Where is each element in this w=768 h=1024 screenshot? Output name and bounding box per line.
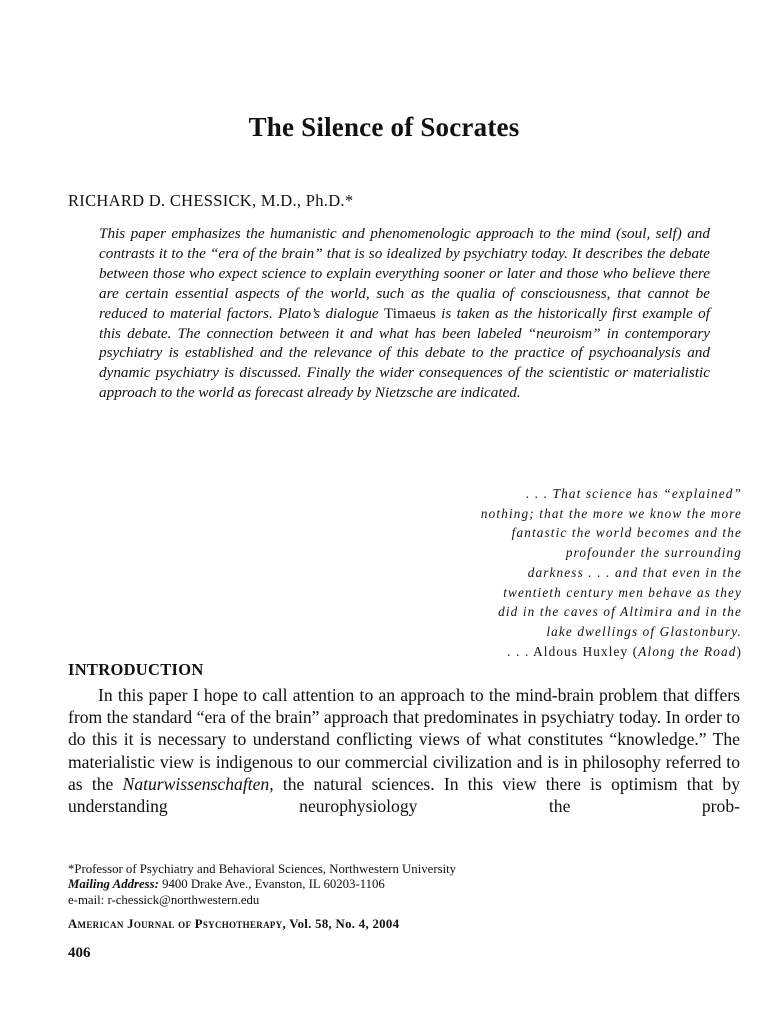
- intro-text-before: In this paper I hope to call attention to an approach to the mind-brain problem that differs from the standard “era of the brain” approach that predominates in psychiatry today. In order to do this it is necessary to understand conflicting views of what constitutes “knowledge.” The materialistic view is indigenous to our commercial civilization and is in philosophy referred to as the: [68, 685, 740, 794]
- attribution-work: Along the Road: [638, 643, 737, 659]
- author-footnote: [68, 862, 708, 908]
- abstract: [99, 224, 710, 403]
- footnote-email: e-mail: r-chessick@northwestern.edu: [68, 892, 260, 907]
- page-number: 406: [68, 945, 91, 961]
- epigraph-attribution: [352, 642, 742, 662]
- journal-name: American Journal of Psychotherapy: [68, 917, 283, 931]
- attribution-close: ): [736, 643, 742, 659]
- epigraph-line: profounder the surrounding: [565, 545, 742, 561]
- epigraph-line: did in the caves of Altimira and in the: [498, 604, 742, 620]
- section-heading-introduction: INTRODUCTION: [68, 660, 204, 679]
- epigraph-line: nothing; that the more we know the more: [480, 505, 742, 521]
- abstract-text-part2: is taken as the historically first example of this debate. The connection between it and what has been labeled “neuroism” in contemporary psychiatry is established and the relevance of this debate to the practice of psychoanalysis and dynamic psychiatry is discussed. Finally the wider consequences of the scientistic or materialistic approach to the world as forecast already by Nietzsche are indicated.: [99, 304, 710, 402]
- epigraph-line: twentieth century men behave as they: [503, 584, 742, 600]
- attribution-author: . . . Aldous Huxley (: [507, 643, 639, 659]
- epigraph-line: . . . That science has “explained”: [525, 486, 742, 501]
- epigraph: [352, 484, 742, 661]
- abstract-timaeus: Timaeus: [384, 304, 436, 322]
- footnote-affiliation: *Professor of Psychiatry and Behavioral Sciences, Northwestern University: [68, 862, 457, 876]
- introduction-paragraph: [68, 684, 740, 817]
- journal-citation: [68, 917, 399, 932]
- intro-italic-term: Naturwissenschaften,: [122, 773, 274, 794]
- footnote-mailing: [68, 877, 708, 892]
- epigraph-line: fantastic the world becomes and the: [511, 525, 742, 541]
- abstract-text-part1: This paper emphasizes the humanistic and phenomenologic approach to the mind (soul, self) and contrasts it to the “era of the brain” that is so idealized by psychiatry today. It describes the debate between those who expect science to explain everything sooner or later and those who believe there are certain essential aspects of the world, such as the qualia of consciousness, that cannot be reduced to material factors. Plato’s dialogue: [99, 225, 710, 322]
- intro-text-after: the natural sciences. In this view there is optimism that by understanding neurophysiology the prob-: [68, 773, 741, 817]
- article-title: The Silence of Socrates: [248, 112, 520, 142]
- introduction-body: [68, 684, 740, 817]
- journal-volume-issue: , Vol. 58, No. 4, 2004: [282, 917, 400, 931]
- author-byline: RICHARD D. CHESSICK, M.D., Ph.D.*: [68, 191, 354, 210]
- mailing-address-label: Mailing Address:: [68, 877, 159, 892]
- epigraph-line: lake dwellings of Glastonbury.: [546, 623, 742, 639]
- epigraph-line: darkness . . . and that even in the: [527, 564, 742, 580]
- mailing-address-value: 9400 Drake Ave., Evanston, IL 60203-1106: [158, 877, 385, 892]
